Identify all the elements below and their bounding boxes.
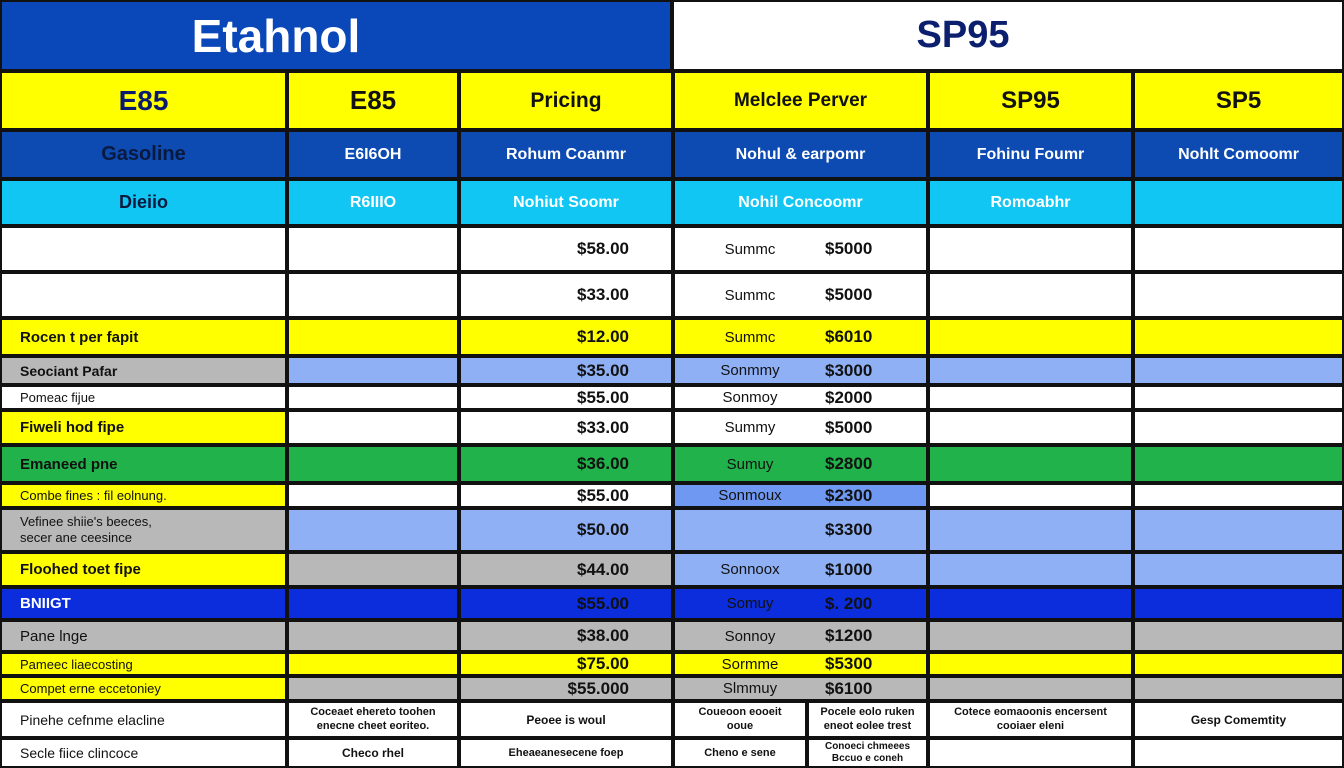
summary-note: Slmmuy — [722, 680, 778, 697]
cell[interactable] — [287, 356, 459, 385]
header-cell[interactable]: Pricing — [459, 71, 673, 130]
cell[interactable] — [287, 318, 459, 356]
footer-cell[interactable]: Cheno e sene — [673, 738, 807, 768]
cell[interactable] — [287, 226, 459, 272]
cell[interactable] — [1133, 483, 1344, 508]
summary-cell[interactable] — [673, 226, 928, 272]
row-label[interactable]: Seociant Pafar — [0, 356, 287, 385]
footer-cell[interactable]: Gesp Comemtity — [1133, 701, 1344, 738]
cell[interactable] — [928, 620, 1133, 652]
title-sp95 — [672, 0, 1344, 71]
summary-amount: $3300 — [825, 520, 873, 539]
row-diesel-cell[interactable] — [1133, 179, 1344, 226]
cell[interactable] — [287, 483, 459, 508]
row-label[interactable]: Emaneed pne — [0, 445, 287, 483]
footer-cell[interactable]: Cotece eomaoonis encersent cooiaer eleni — [928, 701, 1133, 738]
row-gasoline-label[interactable]: Gasoline — [0, 130, 287, 179]
row-label[interactable] — [0, 272, 287, 318]
cell[interactable] — [928, 445, 1133, 483]
summary-note: Summy — [724, 419, 776, 436]
cell[interactable] — [287, 676, 459, 701]
cell[interactable] — [287, 385, 459, 410]
summary-note: Sumuy — [726, 455, 774, 473]
row-label[interactable]: Floohed toet fipe — [0, 552, 287, 587]
cell[interactable] — [287, 587, 459, 620]
footer-cell[interactable] — [1133, 738, 1344, 768]
summary-amount: $5000 — [825, 239, 873, 258]
summary-note: Somuy — [726, 595, 774, 612]
cell[interactable] — [1133, 226, 1344, 272]
price-cell[interactable]: $55.00 — [459, 385, 673, 410]
summary-note: Sonmoux — [718, 487, 782, 504]
row-gasoline-cell[interactable]: E6I6OH — [287, 130, 459, 179]
cell[interactable] — [928, 587, 1133, 620]
summary-amount: $1200 — [825, 626, 873, 645]
cell[interactable] — [1133, 552, 1344, 587]
cell[interactable] — [928, 356, 1133, 385]
cell[interactable] — [1133, 587, 1344, 620]
cell[interactable] — [928, 226, 1133, 272]
header-cell[interactable]: SP5 — [1133, 71, 1344, 130]
footer-cell[interactable]: Pocele eolo ruken eneot eolee trest — [807, 701, 928, 738]
footer-cell[interactable]: Conoeci chmeees Bccuo e coneh — [807, 738, 928, 768]
footer-cell[interactable]: Eheaeanesecene foep — [459, 738, 673, 768]
header-cell[interactable]: SP95 — [928, 71, 1133, 130]
summary-amount: $2800 — [825, 454, 873, 473]
summary-cell[interactable] — [673, 356, 928, 385]
summary-note: Sonnoox — [720, 561, 780, 578]
summary-amount: $1000 — [825, 559, 873, 579]
summary-amount: $5000 — [825, 417, 873, 437]
footer-cell[interactable]: Coueoon eooeit ooue — [673, 701, 807, 738]
cell[interactable] — [287, 620, 459, 652]
cell[interactable] — [928, 272, 1133, 318]
row-gasoline-cell[interactable]: Nohlt Comoomr — [1133, 130, 1344, 179]
row-label[interactable]: Pane lnge — [0, 620, 287, 652]
summary-cell[interactable] — [673, 318, 928, 356]
row-label[interactable]: Compet erne eccetoniey — [0, 676, 287, 701]
footer-cell[interactable]: Peoee is woul — [459, 701, 673, 738]
title-ethanol — [0, 0, 672, 71]
row-diesel-cell[interactable]: Romoabhr — [928, 179, 1133, 226]
row-diesel-cell[interactable]: Nohil Concoomr — [673, 179, 928, 226]
row-diesel-cell[interactable]: R6IIIO — [287, 179, 459, 226]
footer-label[interactable]: Secle fiice clincoce — [0, 738, 287, 768]
summary-cell[interactable] — [673, 676, 928, 701]
row-diesel-cell[interactable]: Nohiut Soomr — [459, 179, 673, 226]
price-cell[interactable]: $33.00 — [459, 272, 673, 318]
summary-note: Sonmmy — [720, 362, 780, 379]
price-cell[interactable]: $35.00 — [459, 356, 673, 385]
footer-cell[interactable]: Coceaet ehereto toohen enecne cheet eoriteo. — [287, 701, 459, 738]
summary-note: Sormme — [721, 655, 779, 673]
price-cell[interactable]: $55.00 — [459, 483, 673, 508]
price-cell[interactable]: $12.00 — [459, 318, 673, 356]
cell[interactable] — [287, 272, 459, 318]
price-cell[interactable]: $33.00 — [459, 410, 673, 445]
header-cell[interactable]: E85 — [287, 71, 459, 130]
cell[interactable] — [1133, 410, 1344, 445]
cell[interactable] — [928, 508, 1133, 552]
summary-amount: $. 200 — [825, 593, 873, 613]
summary-cell[interactable] — [673, 410, 928, 445]
row-gasoline-cell[interactable]: Fohinu Foumr — [928, 130, 1133, 179]
cell[interactable] — [928, 652, 1133, 676]
price-cell[interactable]: $75.00 — [459, 652, 673, 676]
cell[interactable] — [287, 552, 459, 587]
cell[interactable] — [928, 410, 1133, 445]
summary-cell[interactable] — [673, 620, 928, 652]
footer-cell[interactable] — [928, 738, 1133, 768]
row-label[interactable]: Combe fines : fil eolnung. — [0, 483, 287, 508]
summary-amount: $2000 — [825, 387, 873, 407]
row-label[interactable]: Fiweli hod fipe — [0, 410, 287, 445]
summary-note: Sonmoy — [722, 389, 778, 406]
cell[interactable] — [928, 676, 1133, 701]
row-label[interactable]: BNIIGT — [0, 587, 287, 620]
price-cell[interactable]: $50.00 — [459, 508, 673, 552]
summary-cell[interactable] — [673, 508, 928, 552]
summary-amount: $3000 — [825, 360, 873, 380]
summary-amount: $6010 — [825, 327, 873, 346]
price-cell[interactable]: $44.00 — [459, 552, 673, 587]
cell[interactable] — [1133, 445, 1344, 483]
row-gasoline-cell[interactable]: Nohul & earpomr — [673, 130, 928, 179]
cell[interactable] — [1133, 356, 1344, 385]
summary-amount: $5000 — [825, 285, 873, 304]
row-label[interactable]: Vefinee shiie's beeces, secer ane ceesince — [0, 508, 287, 552]
summary-note: Sonnoy — [724, 627, 776, 645]
row-label[interactable]: Pomeac fijue — [0, 385, 287, 410]
row-label[interactable]: Pameec liaecosting — [0, 652, 287, 676]
price-cell[interactable]: $38.00 — [459, 620, 673, 652]
cell[interactable] — [1133, 508, 1344, 552]
summary-cell[interactable] — [673, 272, 928, 318]
title-sp95-text: SP95 — [916, 14, 1010, 56]
row-diesel-label[interactable]: Dieiio — [0, 179, 287, 226]
price-cell[interactable]: $36.00 — [459, 445, 673, 483]
cell[interactable] — [928, 552, 1133, 587]
cell[interactable] — [928, 318, 1133, 356]
summary-cell[interactable] — [673, 445, 928, 483]
cell[interactable] — [928, 483, 1133, 508]
header-cell[interactable]: Melclee Perver — [673, 71, 928, 130]
footer-cell[interactable]: Checo rhel — [287, 738, 459, 768]
summary-note: Summc — [724, 240, 776, 258]
row-label[interactable]: Rocen t per fapit — [0, 318, 287, 356]
summary-amount: $2300 — [825, 485, 873, 505]
price-cell[interactable]: $55.00 — [459, 587, 673, 620]
summary-amount: $5300 — [825, 654, 873, 673]
footer-label[interactable]: Pinehe cefnme elacline — [0, 701, 287, 738]
title-ethanol-text: Etahnol — [191, 9, 361, 62]
summary-cell[interactable] — [673, 552, 928, 587]
cell[interactable] — [287, 410, 459, 445]
cell[interactable] — [1133, 652, 1344, 676]
summary-note: Summc — [724, 286, 776, 304]
cell[interactable] — [1133, 272, 1344, 318]
summary-cell[interactable] — [673, 385, 928, 410]
summary-cell[interactable] — [673, 587, 928, 620]
cell[interactable] — [287, 445, 459, 483]
cell[interactable] — [1133, 620, 1344, 652]
row-label[interactable] — [0, 226, 287, 272]
header-cell[interactable]: E85 — [0, 71, 287, 130]
cell[interactable] — [1133, 385, 1344, 410]
cell[interactable] — [1133, 318, 1344, 356]
price-cell[interactable]: $55.000 — [459, 676, 673, 701]
summary-cell[interactable] — [673, 652, 928, 676]
price-cell[interactable]: $58.00 — [459, 226, 673, 272]
row-gasoline-cell[interactable]: Rohum Coanmr — [459, 130, 673, 179]
cell[interactable] — [928, 385, 1133, 410]
cell[interactable] — [287, 652, 459, 676]
summary-cell[interactable] — [673, 483, 928, 508]
summary-amount: $6100 — [825, 678, 873, 698]
cell[interactable] — [287, 508, 459, 552]
cell[interactable] — [1133, 676, 1344, 701]
summary-note: Summc — [724, 328, 776, 346]
